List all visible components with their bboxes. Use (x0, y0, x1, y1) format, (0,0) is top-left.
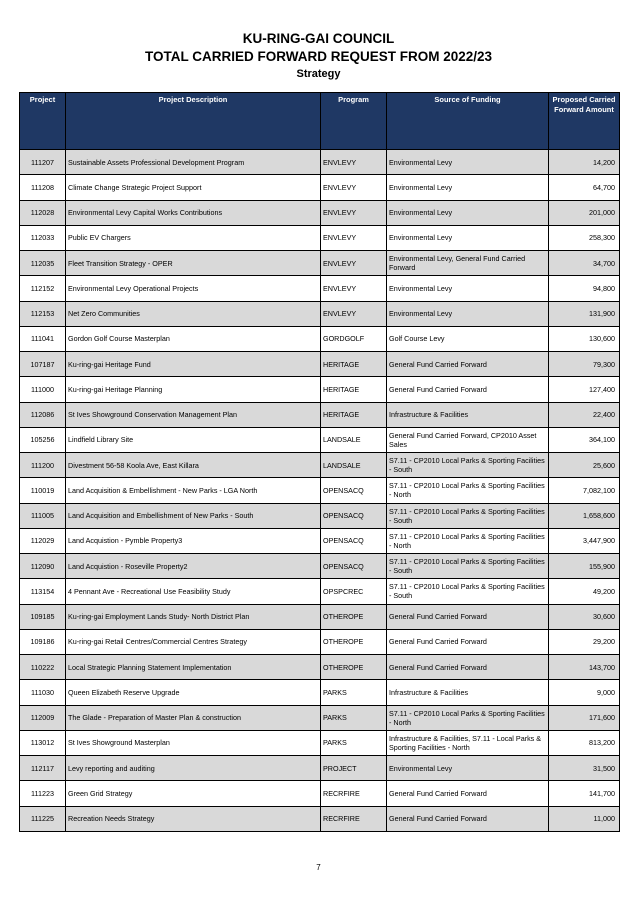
project-id-cell: 112117 (20, 756, 66, 781)
project-id-cell: 111208 (20, 175, 66, 200)
funding-source-cell: General Fund Carried Forward (387, 629, 549, 654)
program-cell: PROJECT (321, 756, 387, 781)
program-cell: ENVLEVY (321, 175, 387, 200)
table-row (20, 402, 620, 427)
project-id-cell: 111225 (20, 806, 66, 831)
project-description-cell: Public EV Chargers (66, 225, 321, 250)
program-cell: ENVLEVY (321, 150, 387, 175)
program-cell: RECRFIRE (321, 806, 387, 831)
program-cell: OTHEROPE (321, 604, 387, 629)
column-header-amount: Proposed Carried Forward Amount (549, 93, 620, 150)
project-description-cell: Net Zero Communities (66, 301, 321, 326)
program-cell: HERITAGE (321, 402, 387, 427)
amount-cell: 30,600 (549, 604, 620, 629)
project-description-cell: Land Acquisition and Embellishment of New Parks - South (66, 503, 321, 528)
funding-source-cell: Infrastructure & Facilities (387, 680, 549, 705)
column-header-program: Program (321, 93, 387, 150)
table-header-row (20, 93, 620, 150)
program-cell: LANDSALE (321, 427, 387, 452)
project-id-cell: 113012 (20, 730, 66, 755)
table-row (20, 301, 620, 326)
project-description-cell: Ku-ring-gai Employment Lands Study- North District Plan (66, 604, 321, 629)
table-row (20, 251, 620, 276)
project-id-cell: 111030 (20, 680, 66, 705)
amount-cell: 201,000 (549, 200, 620, 225)
project-description-cell: Gordon Golf Course Masterplan (66, 326, 321, 351)
program-cell: ENVLEVY (321, 200, 387, 225)
program-cell: OPSPCREC (321, 579, 387, 604)
amount-cell: 31,500 (549, 756, 620, 781)
funding-source-cell: General Fund Carried Forward, CP2010 Asset Sales (387, 427, 549, 452)
funding-source-cell: General Fund Carried Forward (387, 377, 549, 402)
funding-source-cell: Golf Course Levy (387, 326, 549, 351)
funding-source-cell: Environmental Levy (387, 276, 549, 301)
project-id-cell: 111041 (20, 326, 66, 351)
table-row (20, 478, 620, 503)
project-description-cell: Land Acquisition & Embellishment - New Parks - LGA North (66, 478, 321, 503)
amount-cell: 64,700 (549, 175, 620, 200)
table-row (20, 276, 620, 301)
amount-cell: 49,200 (549, 579, 620, 604)
program-cell: OPENSACQ (321, 503, 387, 528)
funding-source-cell: S7.11 - CP2010 Local Parks & Sporting Facilities - South (387, 579, 549, 604)
table-row (20, 705, 620, 730)
program-cell: OTHEROPE (321, 629, 387, 654)
amount-cell: 813,200 (549, 730, 620, 755)
project-id-cell: 112033 (20, 225, 66, 250)
project-description-cell: Green Grid Strategy (66, 781, 321, 806)
amount-cell: 14,200 (549, 150, 620, 175)
program-cell: ENVLEVY (321, 276, 387, 301)
project-description-cell: Ku-ring-gai Heritage Fund (66, 352, 321, 377)
funding-source-cell: Environmental Levy (387, 200, 549, 225)
table-row (20, 200, 620, 225)
funding-source-cell: Environmental Levy (387, 150, 549, 175)
program-cell: PARKS (321, 705, 387, 730)
project-description-cell: St Ives Showground Conservation Management Plan (66, 402, 321, 427)
funding-source-cell: S7.11 - CP2010 Local Parks & Sporting Facilities - South (387, 554, 549, 579)
funding-source-cell: Environmental Levy (387, 175, 549, 200)
amount-cell: 29,200 (549, 629, 620, 654)
program-cell: OPENSACQ (321, 554, 387, 579)
amount-cell: 34,700 (549, 251, 620, 276)
funding-source-cell: S7.11 - CP2010 Local Parks & Sporting Facilities - North (387, 478, 549, 503)
table-row (20, 352, 620, 377)
project-description-cell: Environmental Levy Operational Projects (66, 276, 321, 301)
amount-cell: 22,400 (549, 402, 620, 427)
funding-source-cell: General Fund Carried Forward (387, 604, 549, 629)
project-id-cell: 112035 (20, 251, 66, 276)
program-cell: RECRFIRE (321, 781, 387, 806)
project-id-cell: 112086 (20, 402, 66, 427)
project-id-cell: 112090 (20, 554, 66, 579)
amount-cell: 130,600 (549, 326, 620, 351)
column-header-project: Project (20, 93, 66, 150)
amount-cell: 155,900 (549, 554, 620, 579)
project-id-cell: 111200 (20, 453, 66, 478)
program-cell: HERITAGE (321, 352, 387, 377)
project-id-cell: 112028 (20, 200, 66, 225)
table-row (20, 730, 620, 755)
table-row (20, 503, 620, 528)
program-cell: PARKS (321, 680, 387, 705)
amount-cell: 131,900 (549, 301, 620, 326)
project-id-cell: 113154 (20, 579, 66, 604)
table-body (20, 150, 620, 832)
table-row (20, 655, 620, 680)
project-id-cell: 112009 (20, 705, 66, 730)
amount-cell: 9,000 (549, 680, 620, 705)
column-header-funding: Source of Funding (387, 93, 549, 150)
funding-source-cell: Environmental Levy (387, 756, 549, 781)
program-cell: ENVLEVY (321, 251, 387, 276)
funding-source-cell: Infrastructure & Facilities (387, 402, 549, 427)
project-description-cell: St Ives Showground Masterplan (66, 730, 321, 755)
program-cell: PARKS (321, 730, 387, 755)
amount-cell: 127,400 (549, 377, 620, 402)
funding-source-cell: General Fund Carried Forward (387, 781, 549, 806)
amount-cell: 7,082,100 (549, 478, 620, 503)
table-row (20, 225, 620, 250)
table-row (20, 680, 620, 705)
funding-source-cell: S7.11 - CP2010 Local Parks & Sporting Facilities - North (387, 528, 549, 553)
project-id-cell: 110222 (20, 655, 66, 680)
amount-cell: 258,300 (549, 225, 620, 250)
project-description-cell: Land Acquistion - Pymble Property3 (66, 528, 321, 553)
table-row (20, 629, 620, 654)
project-id-cell: 111223 (20, 781, 66, 806)
table-row (20, 579, 620, 604)
funding-source-cell: General Fund Carried Forward (387, 352, 549, 377)
funding-source-cell: Environmental Levy (387, 301, 549, 326)
amount-cell: 11,000 (549, 806, 620, 831)
report-header (0, 30, 637, 82)
project-description-cell: Recreation Needs Strategy (66, 806, 321, 831)
program-cell: OTHEROPE (321, 655, 387, 680)
project-id-cell: 109185 (20, 604, 66, 629)
carried-forward-table (19, 92, 620, 832)
project-id-cell: 112153 (20, 301, 66, 326)
table-row (20, 453, 620, 478)
project-description-cell: Levy reporting and auditing (66, 756, 321, 781)
project-id-cell: 112029 (20, 528, 66, 553)
project-id-cell: 109186 (20, 629, 66, 654)
table-row (20, 781, 620, 806)
project-id-cell: 110019 (20, 478, 66, 503)
funding-source-cell: Environmental Levy, General Fund Carried Forward (387, 251, 549, 276)
funding-source-cell: Infrastructure & Facilities, S7.11 - Local Parks & Sporting Facilities - North (387, 730, 549, 755)
amount-cell: 94,800 (549, 276, 620, 301)
project-description-cell: Land Acquistion - Roseville Property2 (66, 554, 321, 579)
table-row (20, 175, 620, 200)
project-description-cell: Fleet Transition Strategy - OPER (66, 251, 321, 276)
report-title: TOTAL CARRIED FORWARD REQUEST FROM 2022/23 (144, 49, 493, 64)
funding-source-cell: S7.11 - CP2010 Local Parks & Sporting Facilities - South (387, 503, 549, 528)
project-description-cell: The Glade - Preparation of Master Plan & construction (66, 705, 321, 730)
funding-source-cell: General Fund Carried Forward (387, 806, 549, 831)
amount-cell: 143,700 (549, 655, 620, 680)
table-row (20, 604, 620, 629)
funding-source-cell: Environmental Levy (387, 225, 549, 250)
project-description-cell: Ku-ring-gai Retail Centres/Commercial Centres Strategy (66, 629, 321, 654)
table-row (20, 377, 620, 402)
table-row (20, 528, 620, 553)
amount-cell: 3,447,900 (549, 528, 620, 553)
program-cell: ENVLEVY (321, 301, 387, 326)
project-description-cell: Sustainable Assets Professional Development Program (66, 150, 321, 175)
program-cell: GORDGOLF (321, 326, 387, 351)
funding-source-cell: S7.11 - CP2010 Local Parks & Sporting Facilities - North (387, 705, 549, 730)
program-cell: LANDSALE (321, 453, 387, 478)
project-id-cell: 111000 (20, 377, 66, 402)
project-id-cell: 111207 (20, 150, 66, 175)
table-row (20, 150, 620, 175)
table-row (20, 326, 620, 351)
project-description-cell: Environmental Levy Capital Works Contributions (66, 200, 321, 225)
project-id-cell: 111005 (20, 503, 66, 528)
amount-cell: 1,658,600 (549, 503, 620, 528)
project-description-cell: Local Strategic Planning Statement Implementation (66, 655, 321, 680)
program-cell: ENVLEVY (321, 225, 387, 250)
project-id-cell: 112152 (20, 276, 66, 301)
program-cell: OPENSACQ (321, 478, 387, 503)
amount-cell: 25,600 (549, 453, 620, 478)
table-row (20, 427, 620, 452)
funding-source-cell: General Fund Carried Forward (387, 655, 549, 680)
program-cell: OPENSACQ (321, 528, 387, 553)
project-description-cell: Ku-ring-gai Heritage Planning (66, 377, 321, 402)
table-row (20, 756, 620, 781)
project-id-cell: 105256 (20, 427, 66, 452)
funding-source-cell: S7.11 - CP2010 Local Parks & Sporting Facilities - South (387, 453, 549, 478)
project-description-cell: Queen Elizabeth Reserve Upgrade (66, 680, 321, 705)
project-description-cell: Climate Change Strategic Project Support (66, 175, 321, 200)
program-cell: HERITAGE (321, 377, 387, 402)
amount-cell: 79,300 (549, 352, 620, 377)
council-name: KU-RING-GAI COUNCIL (242, 31, 395, 46)
project-description-cell: 4 Pennant Ave - Recreational Use Feasibility Study (66, 579, 321, 604)
page-number: 7 (316, 863, 321, 872)
table-row (20, 806, 620, 831)
amount-cell: 364,100 (549, 427, 620, 452)
section-title: Strategy (296, 68, 341, 80)
amount-cell: 171,600 (549, 705, 620, 730)
project-id-cell: 107187 (20, 352, 66, 377)
table-row (20, 554, 620, 579)
column-header-description: Project Description (66, 93, 321, 150)
project-description-cell: Divestment 56-58 Koola Ave, East Killara (66, 453, 321, 478)
project-description-cell: Lindfield Library Site (66, 427, 321, 452)
amount-cell: 141,700 (549, 781, 620, 806)
